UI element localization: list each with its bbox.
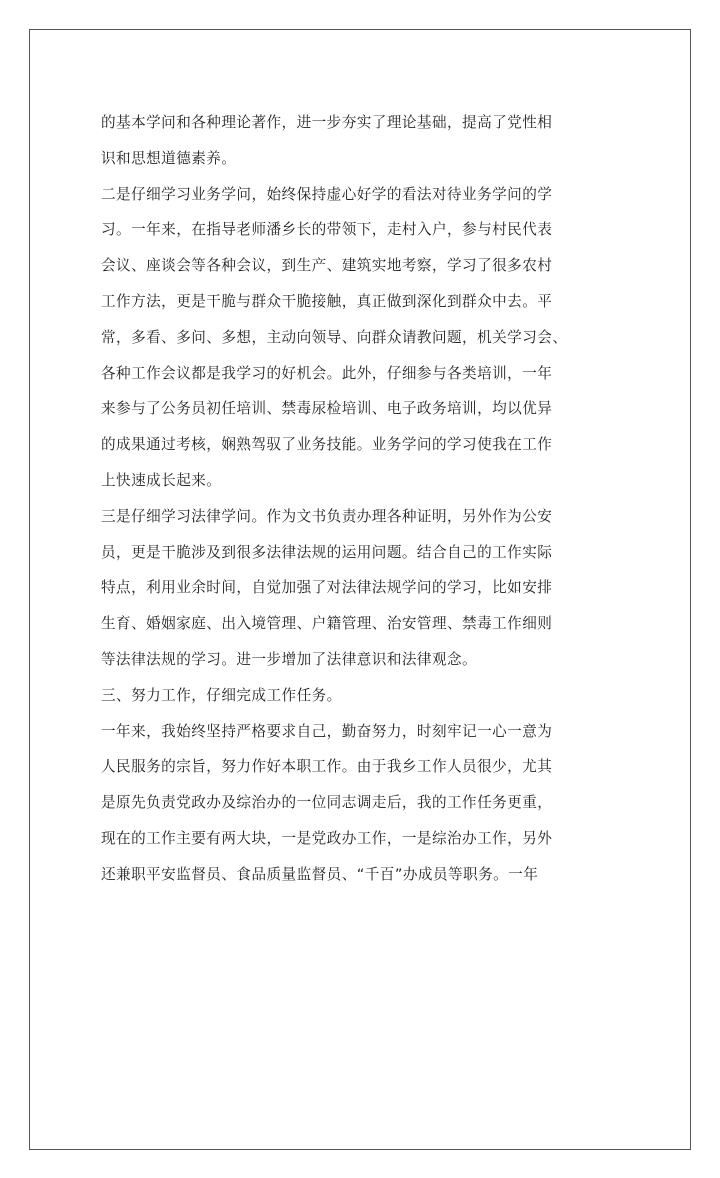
text-line: 二是仔细学习业务学问，始终保持虚心好学的看法对待业务学问的学 — [101, 185, 553, 203]
text-line: 习。一年来，在指导老师潘乡长的带领下，走村入户，参与村民代表 — [101, 221, 553, 239]
text-line: 三是仔细学习法律学问。作为文书负责办理各种证明，另外作为公安 — [101, 507, 553, 525]
text-line: 等法律法规的学习。进一步增加了法律意识和法律观念。 — [101, 650, 478, 668]
text-line: 各种工作会议都是我学习的好机会。此外，仔细参与各类培训，一年 — [101, 364, 553, 382]
document-body — [101, 105, 641, 893]
section-heading: 三、努力工作，仔细完成工作任务。 — [101, 686, 342, 704]
text-line: 常，多看、多问、多想，主动向领导、向群众请教问题，机关学习会、 — [101, 328, 568, 346]
text-line: 生育、婚姻家庭、出入境管理、户籍管理、治安管理、禁毒工作细则 — [101, 615, 553, 633]
text-line: 的基本学问和各种理论著作，进一步夯实了理论基础，提高了党性相 — [101, 114, 553, 131]
text-line: 特点，利用业余时间，自觉加强了对法律法规学问的学习，比如安排 — [101, 579, 553, 597]
text-line: 识和思想道德素养。 — [101, 149, 237, 167]
text-line: 现在的工作主要有两大块，一是党政办工作，一是综治办工作，另外 — [101, 829, 553, 847]
text-line: 工作方法，更是干脆与群众干脆接触，真正做到深化到群众中去。平 — [101, 292, 553, 310]
text-line: 上快速成长起来。 — [101, 471, 222, 489]
text-line: 一年来，我始终坚持严格要求自己，勤奋努力，时刻牢记一心一意为 — [101, 722, 553, 740]
text-line: 还兼职平安监督员、食品质量监督员、“千百”办成员等职务。一年 — [101, 865, 539, 883]
text-line: 会议、座谈会等各种会议，到生产、建筑实地考察，学习了很多农村 — [101, 257, 553, 275]
text-line: 人民服务的宗旨，努力作好本职工作。由于我乡工作人员很少，尤其 — [101, 758, 553, 776]
text-line: 是原先负责党政办及综治办的一位同志调走后，我的工作任务更重， — [101, 794, 553, 812]
text-line: 的成果通过考核，娴熟驾驭了业务技能。业务学问的学习使我在工作 — [101, 436, 553, 454]
text-line: 员，更是干脆涉及到很多法律法规的运用问题。结合自己的工作实际 — [101, 543, 553, 561]
text-line: 来参与了公务员初任培训、禁毒尿检培训、电子政务培训，均以优异 — [101, 400, 553, 418]
